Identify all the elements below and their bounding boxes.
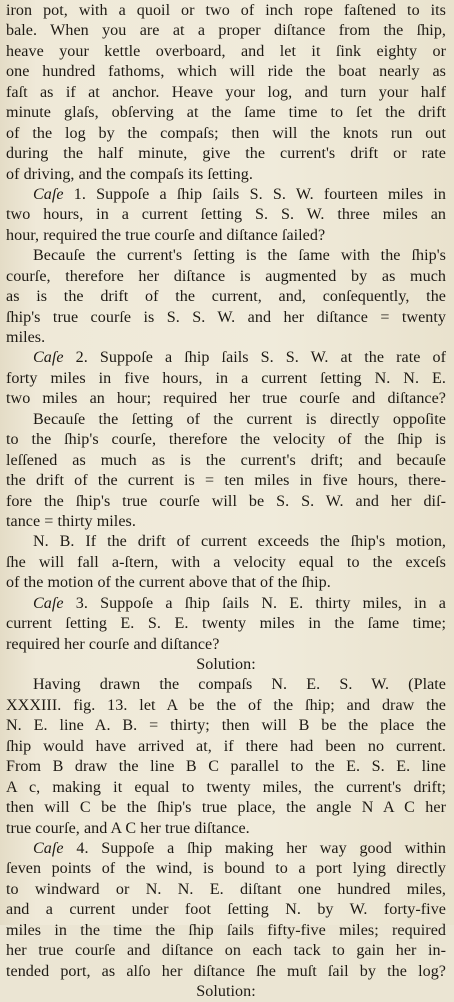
text-line xyxy=(6,655,446,675)
text-line xyxy=(6,553,446,573)
line-text: to the ſhip's courſe, therefore the velocity of the ſhip is xyxy=(6,431,446,449)
line-text: bale. When you are at a proper diſtance from the ſhip, xyxy=(6,22,446,40)
line-text: required her courſe and diſtance? xyxy=(6,635,220,653)
line-text: ſeven points of the wind, is bound to a port lying directly xyxy=(6,860,446,878)
text-line xyxy=(6,778,446,798)
line-text: ſhip would have arrived at, if there had been no current. xyxy=(6,737,446,755)
line-text: tended port, as alſo her diſtance ſhe muſt ſail by the log? xyxy=(6,962,446,980)
line-text: true courſe, and A C her true diſtance. xyxy=(6,819,250,837)
line-text: A c, making it equal to twenty miles, the current's drift; xyxy=(6,778,446,796)
text-line xyxy=(6,859,446,879)
line-text: hour, required the true courſe and diſtance ſailed? xyxy=(6,226,326,244)
line-text: leſſened as much as is the current's drift; and becauſe xyxy=(6,451,446,469)
line-text: one hundred fathoms, which will ride the boat nearly as xyxy=(6,63,446,81)
text-line xyxy=(6,716,446,736)
text-line xyxy=(6,246,446,266)
text-line xyxy=(6,389,446,409)
line-text: 4. Suppoſe a ſhip making her way good within xyxy=(63,839,446,857)
text-line xyxy=(6,635,446,655)
text-line xyxy=(6,512,446,532)
case-label: Caſe xyxy=(33,185,64,203)
text-line xyxy=(6,880,446,900)
text-line xyxy=(6,962,446,982)
text-line xyxy=(6,614,446,634)
text-line xyxy=(6,492,446,512)
text-line xyxy=(6,839,446,859)
line-text: Becauſe the ſetting of the current is directly oppoſite xyxy=(33,410,446,428)
line-text: N. E. line A. B. = thirty; then will B be the place the xyxy=(6,717,446,735)
line-text: minute glaſs, obſerving at the ſame time to ſet the drift xyxy=(6,104,446,122)
line-text: Solution: xyxy=(196,656,256,673)
line-text: two hours, in a current ſetting S. S. W. three miles an xyxy=(6,206,446,224)
line-text: two miles an hour; required her true courſe and diſtance? xyxy=(6,390,446,408)
text-line xyxy=(6,226,446,246)
line-text: N. B. If the drift of current exceeds the ſhip's motion, xyxy=(33,533,446,551)
case-label: Caſe xyxy=(33,349,64,367)
line-text: XXXIII. fig. 13. let A be the of the ſhip; and draw the xyxy=(6,696,446,714)
text-line xyxy=(6,921,446,941)
text-line xyxy=(6,819,446,839)
line-text: 3. Suppoſe a ſhip ſails N. E. thirty miles, in a xyxy=(63,594,446,612)
text-line xyxy=(6,532,446,552)
line-text: the drift of the current is = ten miles in five hours, there- xyxy=(6,472,446,490)
text-line xyxy=(6,287,446,307)
line-text: current ſetting E. S. E. twenty miles in the ſame time; xyxy=(6,615,446,633)
text-line xyxy=(6,410,446,430)
text-line xyxy=(6,348,446,368)
text-line xyxy=(6,103,446,123)
line-text: ſhe will fall a-ſtern, with a velocity equal to the exceſs xyxy=(6,553,446,571)
text-line xyxy=(6,83,446,103)
case-label: Caſe xyxy=(33,839,64,857)
text-line xyxy=(6,471,446,491)
text-line xyxy=(6,1,446,21)
text-line xyxy=(6,737,446,757)
text-line xyxy=(6,451,446,471)
text-line xyxy=(6,267,446,287)
text-line xyxy=(6,165,446,185)
line-text: heave your kettle overboard, and let it ſink eighty or xyxy=(6,42,446,60)
text-line xyxy=(6,573,446,593)
line-text: fore the ſhip's true courſe will be S. S. W. and her diſ- xyxy=(6,492,446,510)
text-line xyxy=(6,42,446,62)
text-line xyxy=(6,798,446,818)
line-text: to windward or N. N. E. diſtant one hundred miles, xyxy=(6,880,446,898)
text-line xyxy=(6,185,446,205)
text-line xyxy=(6,900,446,920)
text-line xyxy=(6,124,446,144)
line-text: and a current under foot ſetting N. by W. forty-five xyxy=(6,901,446,919)
line-text: of driving, and the compaſs its ſetting. xyxy=(6,165,253,183)
line-text: Becauſe the current's ſetting is the ſame with the ſhip's xyxy=(33,247,446,265)
line-text: iron pot, with a quoil or two of inch rope faſtened to its xyxy=(6,2,446,19)
text-line xyxy=(6,21,446,41)
line-text: faſt as if at anchor. Heave your log, and turn your half xyxy=(6,83,446,101)
text-line xyxy=(6,757,446,777)
line-text: her true courſe and diſtance on each tack to gain her in- xyxy=(6,942,446,960)
text-line xyxy=(6,62,446,82)
case-label: Caſe xyxy=(33,594,64,612)
line-text: forty miles in five hours, in a current ſetting N. N. E. xyxy=(6,369,446,387)
line-text: during the half minute, give the current's drift or rate xyxy=(6,145,446,163)
text-line xyxy=(6,308,446,328)
text-line xyxy=(6,144,446,164)
text-line xyxy=(6,594,446,614)
line-text: of the log by the compaſs; then will the knots run out xyxy=(6,124,446,142)
text-line xyxy=(6,696,446,716)
line-text: Solution: xyxy=(196,983,256,1000)
line-text: then will C be the ſhip's true place, the angle N A C her xyxy=(6,799,446,817)
text-line xyxy=(6,982,446,1002)
line-text: From B draw the line B C parallel to the E. S. E. line xyxy=(6,758,446,776)
line-text: miles. xyxy=(6,329,46,346)
text-line xyxy=(6,941,446,961)
text-line xyxy=(6,369,446,389)
line-text: courſe, therefore her diſtance is augmented by as much xyxy=(6,267,446,285)
line-text: 1. Suppoſe a ſhip ſails S. S. W. fourteen miles in xyxy=(63,185,446,203)
line-text: ſhip's true courſe is S. S. W. and her diſtance = twenty xyxy=(6,308,446,326)
text-line xyxy=(6,205,446,225)
text-line xyxy=(6,675,446,695)
text-line xyxy=(6,430,446,450)
line-text: of the motion of the current above that of the ſhip. xyxy=(6,574,331,592)
line-text: tance = thirty miles. xyxy=(6,512,136,530)
line-text: miles in the time the ſhip ſails fifty-five miles; required xyxy=(6,921,446,939)
text-line xyxy=(6,328,446,348)
line-text: Having drawn the compaſs N. E. S. W. (Plate xyxy=(33,676,446,694)
line-text: as is the drift of the current, and, conſequently, the xyxy=(6,288,446,306)
line-text: 2. Suppoſe a ſhip ſails S. S. W. at the rate of xyxy=(63,349,446,367)
